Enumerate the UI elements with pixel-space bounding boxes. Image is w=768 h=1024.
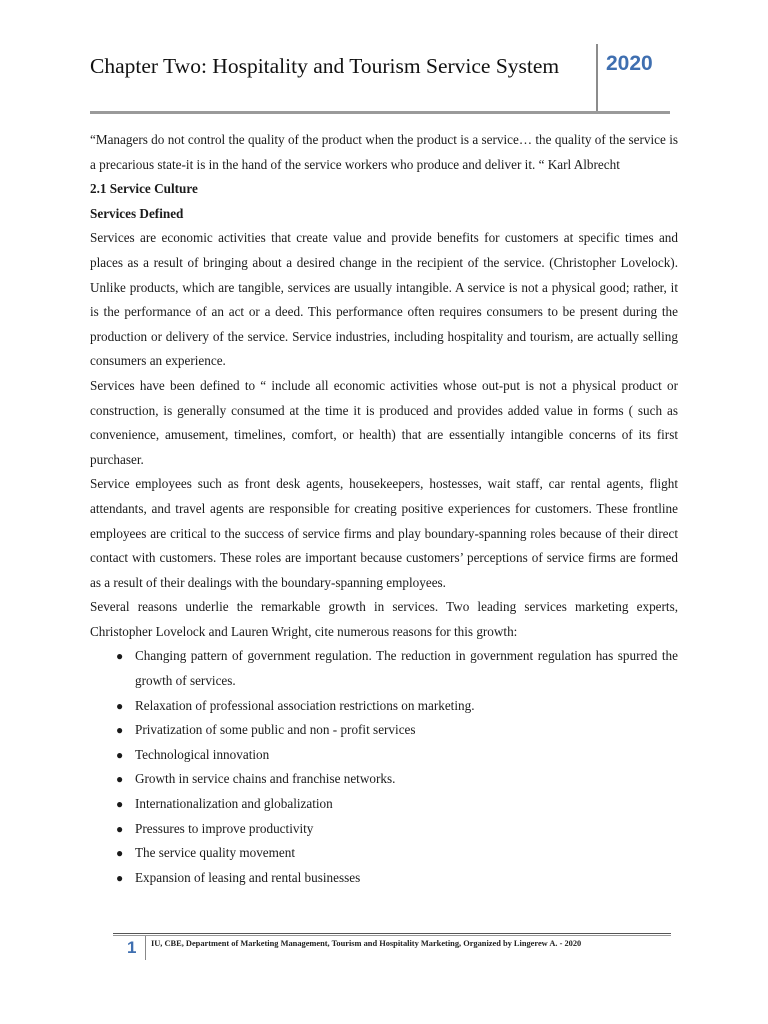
paragraph: Services are economic activities that create value and provide benefits for customers at specific times and places as a result of bringing about a desired change in the recipient of the service. (Christopher Lovelock). Unlike products, which are tangible, services are usually intangible. A service is not a physical good; rather, it is the performance of an act or a deed. This performance often requires consumers to be present during the production or delivery of the service. Service industries, including hospitality and tourism, are actually selling consumers an experience. — [90, 230, 678, 369]
footer-rule-secondary — [113, 935, 671, 936]
bullet-icon: ● — [116, 723, 124, 738]
footer-divider — [145, 936, 146, 960]
opening-quote: “Managers do not control the quality of the product when the product is a service… the quality of the service is a precarious state-it is in the hand of the service workers who produce and deliver it. “ Karl Albrecht — [90, 132, 678, 172]
footer-text: IU, CBE, Department of Marketing Management, Tourism and Hospitality Marketing, Organized by Lingerew A. - 2020 — [151, 939, 582, 948]
bullet-icon: ● — [116, 821, 124, 836]
list-item: ● Internationalization and globalization — [90, 792, 678, 817]
list-item: ● Growth in service chains and franchise networks. — [90, 767, 678, 792]
bullet-icon: ● — [116, 747, 124, 762]
page-header — [90, 44, 670, 112]
document-body — [90, 128, 678, 890]
bullet-icon: ● — [116, 846, 124, 861]
bullet-icon: ● — [116, 649, 124, 664]
bullet-icon: ● — [116, 698, 124, 713]
paragraph: Services have been defined to “ include all economic activities whose out-put is not a physical product or construction, is generally consumed at the time it is produced and provides added value in forms ( such as convenience, amusement, timelines, comfort, or health) that are essentially intangible concerns of its first purchaser. — [90, 377, 678, 467]
bullet-icon: ● — [116, 772, 124, 787]
list-item: ● Privatization of some public and non - profit services — [90, 718, 678, 743]
footer-rule — [113, 933, 671, 934]
header-rule — [90, 111, 670, 114]
list-item: ● The service quality movement — [90, 841, 678, 866]
list-item: ● Relaxation of professional association restrictions on marketing. — [90, 694, 678, 719]
chapter-title: Chapter Two: Hospitality and Tourism Service System — [90, 54, 560, 78]
list-item: ● Pressures to improve productivity — [90, 817, 678, 842]
list-item: ● Changing pattern of government regulation. The reduction in government regulation has spurred the growth of services. — [90, 644, 678, 693]
bullet-icon: ● — [116, 870, 124, 885]
paragraph: Several reasons underlie the remarkable growth in services. Two leading services marketing experts, Christopher Lovelock and Lauren Wright, cite numerous reasons for this growth: — [90, 599, 678, 639]
page-number: 1 — [127, 938, 137, 957]
section-heading: 2.1 Service Culture — [90, 181, 198, 197]
list-item: ● Expansion of leasing and rental businesses — [90, 866, 678, 891]
list-item: ● Technological innovation — [90, 743, 678, 768]
subheading: Services Defined — [90, 205, 184, 221]
paragraph: Service employees such as front desk agents, housekeepers, hostesses, wait staff, car rental agents, flight attendants, and travel agents are responsible for creating positive experiences for customers. These frontline employees are critical to the success of service firms and play boundary-spanning roles because of their direct contact with customers. These roles are important because customers’ perceptions of service firms are formed as a result of their dealings with the boundary-spanning employees. — [90, 476, 678, 590]
header-divider — [596, 44, 598, 112]
header-year: 2020 — [606, 52, 653, 75]
bullet-icon: ● — [116, 797, 124, 812]
growth-reasons-list — [90, 644, 678, 890]
